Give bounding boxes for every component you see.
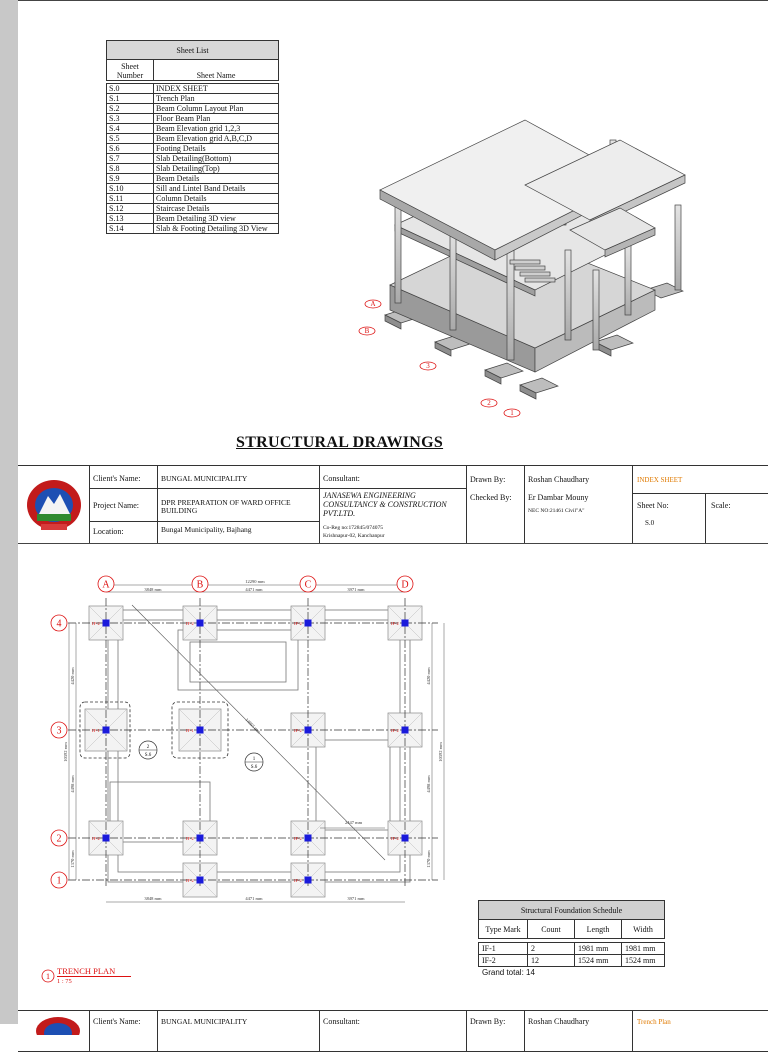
sheet-list-row: S.7 Slab Detailing(Bottom): [107, 154, 279, 164]
sheet-title: INDEX SHEET: [637, 476, 683, 484]
footing-label: IF-1: [92, 728, 100, 733]
iso-grid-bubble: [365, 300, 381, 308]
footing-label: IF-2: [294, 621, 302, 626]
footing-label: IF-2: [391, 728, 399, 733]
schedule-header: Type Mark: [479, 920, 528, 939]
scale-label: Scale:: [711, 501, 731, 510]
inner-dimension: 2447 mm: [345, 820, 363, 825]
sheet-list-row: S.8 Slab Detailing(Top): [107, 164, 279, 174]
column-marker: [402, 835, 409, 842]
column-marker: [197, 727, 204, 734]
sheet-list-row: S.2 Beam Column Layout Plan: [107, 104, 279, 114]
left-margin-bar: [0, 0, 19, 1024]
municipality-logo: [33, 1015, 83, 1035]
title-block-index: [18, 465, 768, 545]
dim-total-top: 12290 mm: [245, 579, 265, 584]
column-marker: [402, 620, 409, 627]
consultant-label: Consultant:: [323, 1017, 360, 1026]
svg-text:1: 1: [46, 972, 50, 981]
dim-bottom: 3971 mm: [347, 896, 365, 901]
sheet-list-row: S.14 Slab & Footing Detailing 3D View: [107, 224, 279, 234]
location-label: Location:: [93, 527, 124, 536]
svg-text:4: 4: [56, 618, 62, 630]
sheet-list-row: S.1 Trench Plan: [107, 94, 279, 104]
svg-text:1: 1: [510, 409, 514, 417]
view-number-icon: [40, 968, 56, 984]
municipality-logo: [23, 474, 85, 536]
diagonal-dimension: 14865 mm: [244, 717, 262, 735]
drawn-by-label: Drawn By:: [470, 1017, 506, 1026]
sheet-list-row: S.10 Sill and Lintel Band Details: [107, 184, 279, 194]
checked-by-value: Er Dambar Mouny: [528, 493, 589, 502]
footing-label: IF-2: [186, 836, 194, 841]
schedule-header: Length: [575, 920, 622, 939]
clients-name-value: BUNGAL MUNICIPALITY: [161, 1017, 248, 1026]
schedule-grand-total: Grand total: 14: [482, 968, 535, 977]
sheet-list-row: S.5 Beam Elevation grid A,B,C,D: [107, 134, 279, 144]
dim-right: 4498 mm: [426, 775, 431, 793]
dim-left: 4420 mm: [70, 667, 75, 685]
grid-bubble: [98, 576, 114, 592]
svg-text:C: C: [304, 579, 312, 591]
sheet-number-header: Sheet Number: [107, 60, 154, 81]
footing-label: IF-2: [294, 878, 302, 883]
svg-text:S.6: S.6: [250, 765, 258, 770]
svg-text:A: A: [370, 300, 376, 308]
footing-label: IF-1: [186, 728, 194, 733]
location-value: Bungal Municipality, Bajhang: [161, 525, 252, 534]
drawn-by-value: Roshan Chaudhary: [528, 475, 590, 484]
footing-label: IF-2: [186, 621, 194, 626]
svg-text:1: 1: [252, 757, 256, 762]
column-marker: [305, 620, 312, 627]
consultant-address: Krishnapur-02, Kanchanpur: [323, 533, 385, 539]
sheet-list-row: S.11 Column Details: [107, 194, 279, 204]
svg-text:B: B: [364, 327, 370, 335]
schedule-header: Count: [528, 920, 575, 939]
title-block-trench: [18, 1010, 768, 1052]
dim-left: 1370 mm: [70, 850, 75, 868]
clients-name-label: Client's Name:: [93, 474, 141, 483]
dim-right-total: 10392 mm: [438, 742, 443, 762]
dim-right: 4420 mm: [426, 667, 431, 685]
grid-bubble: [51, 830, 67, 846]
dim-bottom: 4471 mm: [245, 896, 263, 901]
iso-grid-bubble: [420, 362, 436, 370]
drawing-caption-title: TRENCH PLAN: [57, 966, 131, 977]
sheet-list-row: S.6 Footing Details: [107, 144, 279, 154]
dim-top: 3971 mm: [347, 587, 365, 592]
sheet-title: Trench Plan: [637, 1018, 671, 1026]
checked-by-label: Checked By:: [470, 493, 512, 502]
column-marker: [197, 620, 204, 627]
schedule-row: IF-2 12 1524 mm 1524 mm: [479, 955, 665, 967]
drawn-by-label: Drawn By:: [470, 475, 506, 484]
schedule-row: IF-1 2 1981 mm 1981 mm: [479, 943, 665, 955]
drawn-by-value: Roshan Chaudhary: [528, 1017, 590, 1026]
project-name-value: DPR PREPARATION OF WARD OFFICE BUILDING: [161, 498, 291, 515]
sheet-list-table: [106, 40, 279, 234]
svg-text:D: D: [401, 579, 409, 591]
dim-left-total: 10392 mm: [63, 742, 68, 762]
sheet-list-row: S.4 Beam Elevation grid 1,2,3: [107, 124, 279, 134]
consultant-label: Consultant:: [323, 474, 360, 483]
svg-text:S.6: S.6: [144, 753, 152, 758]
dim-top: 4471 mm: [245, 587, 263, 592]
footing-label: IF-2: [294, 728, 302, 733]
footing-label: IF-2: [391, 836, 399, 841]
svg-text:3: 3: [56, 725, 62, 737]
sheet-list-title: Sheet List: [107, 41, 279, 60]
dim-right: 1370 mm: [426, 850, 431, 868]
trench-plan-drawing: [40, 570, 460, 910]
dim-top: 3848 mm: [144, 587, 162, 592]
sheet-list-row: S.12 Staircase Details: [107, 204, 279, 214]
grid-bubble: [300, 576, 316, 592]
iso-grid-bubble: [504, 409, 520, 417]
svg-text:A: A: [102, 579, 110, 591]
sheet-list-row: S.3 Floor Beam Plan: [107, 114, 279, 124]
drawing-caption-scale: 1 : 75: [57, 978, 72, 985]
project-name-label: Project Name:: [93, 501, 139, 510]
section-marker: [245, 753, 263, 771]
svg-text:2: 2: [487, 399, 491, 407]
isometric-3d-view: [355, 80, 705, 425]
grid-bubble: [397, 576, 413, 592]
foundation-schedule-table: [478, 900, 665, 967]
schedule-header: Width: [622, 920, 665, 939]
column-marker: [305, 727, 312, 734]
sheet-list-row: S.0 INDEX SHEET: [107, 84, 279, 94]
consultant-reg: Co-Reg no:172845/074075: [323, 525, 384, 531]
svg-text:3: 3: [426, 362, 430, 370]
column-marker: [402, 727, 409, 734]
svg-text:2: 2: [56, 833, 62, 845]
svg-text:1: 1: [56, 875, 62, 887]
nec-number: NEC NO:21461 Civil"A": [528, 508, 585, 514]
grid-bubble: [51, 615, 67, 631]
main-title: STRUCTURAL DRAWINGS: [236, 434, 444, 451]
sheet-list-row: S.13 Beam Detailing 3D view: [107, 214, 279, 224]
grid-bubble: [51, 872, 67, 888]
grid-bubble: [192, 576, 208, 592]
footing-label: IF-2: [92, 836, 100, 841]
schedule-title: Structural Foundation Schedule: [479, 901, 665, 920]
sheet-no-value: S.0: [645, 519, 655, 527]
dim-bottom: 3848 mm: [144, 896, 162, 901]
footing-label: IF-2: [294, 836, 302, 841]
section-marker: [139, 741, 157, 759]
sheet-name-header: Sheet Name: [154, 60, 279, 81]
iso-grid-bubble: [481, 399, 497, 407]
dim-left: 4498 mm: [70, 775, 75, 793]
iso-grid-bubble: [359, 327, 375, 335]
svg-text:B: B: [196, 579, 204, 591]
footing-label: IF-2: [92, 621, 100, 626]
sheet-list-row: S.9 Beam Details: [107, 174, 279, 184]
column-marker: [305, 877, 312, 884]
column-marker: [197, 877, 204, 884]
grid-bubble: [51, 722, 67, 738]
column-marker: [197, 835, 204, 842]
svg-text:2: 2: [146, 745, 150, 750]
clients-name-value: BUNGAL MUNICIPALITY: [161, 474, 248, 483]
column-marker: [103, 620, 110, 627]
consultant-value: JANASEWA ENGINEERING CONSULTANCY & CONSTRUCTION PVT.LTD.: [323, 491, 447, 518]
footing-label: IF-2: [186, 878, 194, 883]
clients-name-label: Client's Name:: [93, 1017, 141, 1026]
footing-label: IF-2: [391, 621, 399, 626]
sheet-no-label: Sheet No:: [637, 501, 669, 510]
column-marker: [103, 835, 110, 842]
column-marker: [305, 835, 312, 842]
column-marker: [103, 727, 110, 734]
